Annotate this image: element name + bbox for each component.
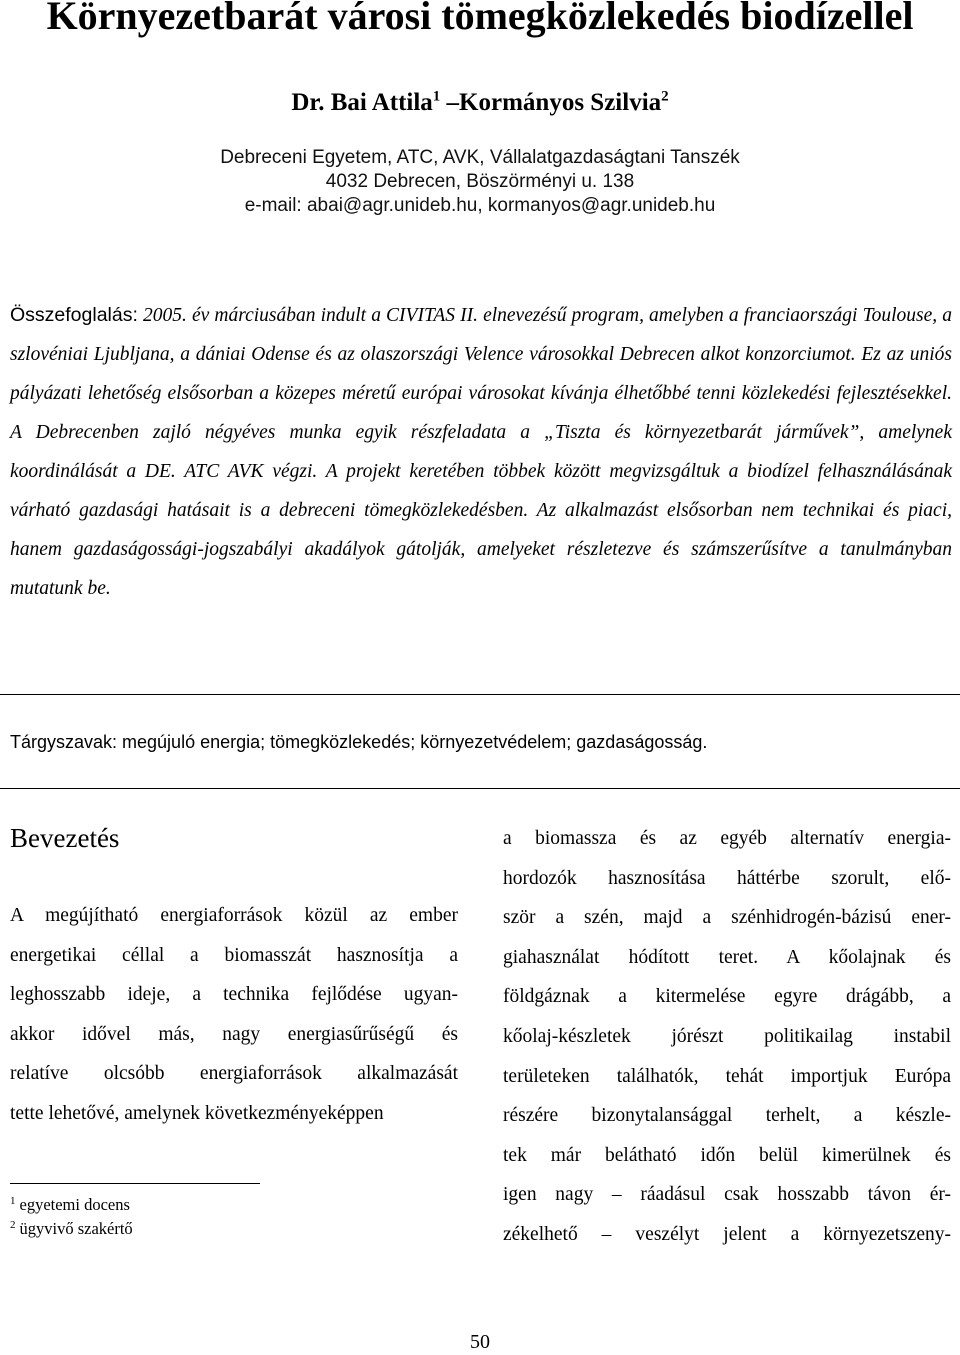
horizontal-rule: [0, 694, 960, 695]
text-line: leghosszabb ideje, a technika fejlődése ugyan-: [10, 984, 458, 1006]
text-line: igen nagy – ráadásul csak hosszabb távon ér-: [503, 1184, 951, 1206]
footnote-mark: 1: [10, 1194, 16, 1207]
text-line: giahasználat hódított teret. A kőolajnak és: [503, 946, 951, 968]
author-name: Kormányos Szilvia: [459, 89, 662, 116]
abstract-label: Összefoglalás:: [10, 304, 138, 326]
affiliation-line: Debreceni Egyetem, ATC, AVK, Vállalatgazdaságtani Tanszék: [220, 147, 740, 168]
keywords: Tárgyszavak: megújuló energia; tömegközlekedés; környezetvédelem; gazdaságosság.: [10, 732, 708, 752]
footnote-mark: 2: [10, 1218, 16, 1231]
right-column-text: [503, 819, 951, 1255]
text-line: területeken találhatók, tehát importjuk Európa: [503, 1065, 951, 1087]
abstract: [10, 296, 952, 608]
abstract-text: 2005. év márciusában indult a CIVITAS II. elnevezésű program, amelyben a franciaországi Toulouse, a szlovéniai Ljubljana, a dániai Odense és az olaszországi Velence városokkal Debrecen alkot konzorciumot. Ez az uniós pályázati lehetőség elsősorban a közepes méretű európai városokat kívánja élhetőbbé tenni közlekedési fejlesztésekkel. A Debrecenben zajló négyéves munka egyik részfeladata a „Tiszta és környezetbarát járművek”, amelynek koordinálását a DE. ATC AVK végzi. A projekt keretében többek között megvizsgáltuk a biodízel felhasználásának várható gazdasági hatásait is a debreceni tömegközlekedésben. Az alkalmazást elsősorban nem technikai és piaci, hanem gazdaságossági-jogszabályi akadályok gátolják, amelyeket részletezve és számszerűsítve a tanulmányban mutatunk be.: [10, 305, 953, 599]
paper-title: Környezetbarát városi tömegközlekedés biodízellel: [46, 0, 914, 38]
text-line: részére bizonytalansággal terhelt, a készle-: [503, 1105, 951, 1127]
text-line: zékelhető – veszélyt jelent a környezetszeny-: [503, 1223, 951, 1245]
left-column-text: [10, 896, 458, 1134]
text-line: földgáznak a kitermelése egyre drágább, a: [503, 986, 951, 1008]
affiliation-block: [0, 146, 960, 218]
footnote-text: ügyvivő szakértő: [19, 1219, 133, 1238]
page-number: 50: [470, 1331, 490, 1353]
text-line: a biomassza és az egyéb alternatív energia-: [503, 828, 951, 849]
section-heading: Bevezetés: [10, 823, 120, 853]
author-separator: –: [440, 89, 460, 116]
footnotes: [10, 1193, 133, 1241]
footnote-mark: 1: [432, 88, 441, 105]
footnote-text: egyetemi docens: [19, 1195, 130, 1214]
text-line: A megújítható energiaforrások közül az ember: [10, 905, 458, 926]
footnote-mark: 2: [661, 88, 669, 105]
text-line: tette lehetővé, amelynek következményeképpen: [10, 1102, 384, 1124]
text-line: kőolaj-készletek jórészt politikailag instabil: [503, 1025, 951, 1047]
email-line: e-mail: abai@agr.unideb.hu, kormanyos@agr.unideb.hu: [244, 195, 716, 216]
text-line: hordozók hasznosítása háttérbe szorult, elő-: [503, 867, 951, 889]
author-name: Dr. Bai Attila: [291, 89, 433, 116]
footnote-rule: [10, 1183, 260, 1184]
text-line: tek már belátható időn belül kimerülnek és: [503, 1144, 951, 1166]
text-line: ször a szén, majd a szénhidrogén-bázisú ener-: [503, 907, 951, 929]
text-line: akkor idővel más, nagy energiasűrűségű és: [10, 1023, 458, 1045]
horizontal-rule: [0, 788, 960, 789]
footnote: [10, 1217, 133, 1241]
author-line: [0, 86, 960, 120]
text-line: energetikai céllal a biomasszát hasznosítja a: [10, 944, 458, 966]
footnote: [10, 1193, 133, 1217]
text-line: relatíve olcsóbb energiaforrások alkalmazását: [10, 1063, 458, 1085]
address-line: 4032 Debrecen, Böszörményi u. 138: [325, 171, 635, 192]
